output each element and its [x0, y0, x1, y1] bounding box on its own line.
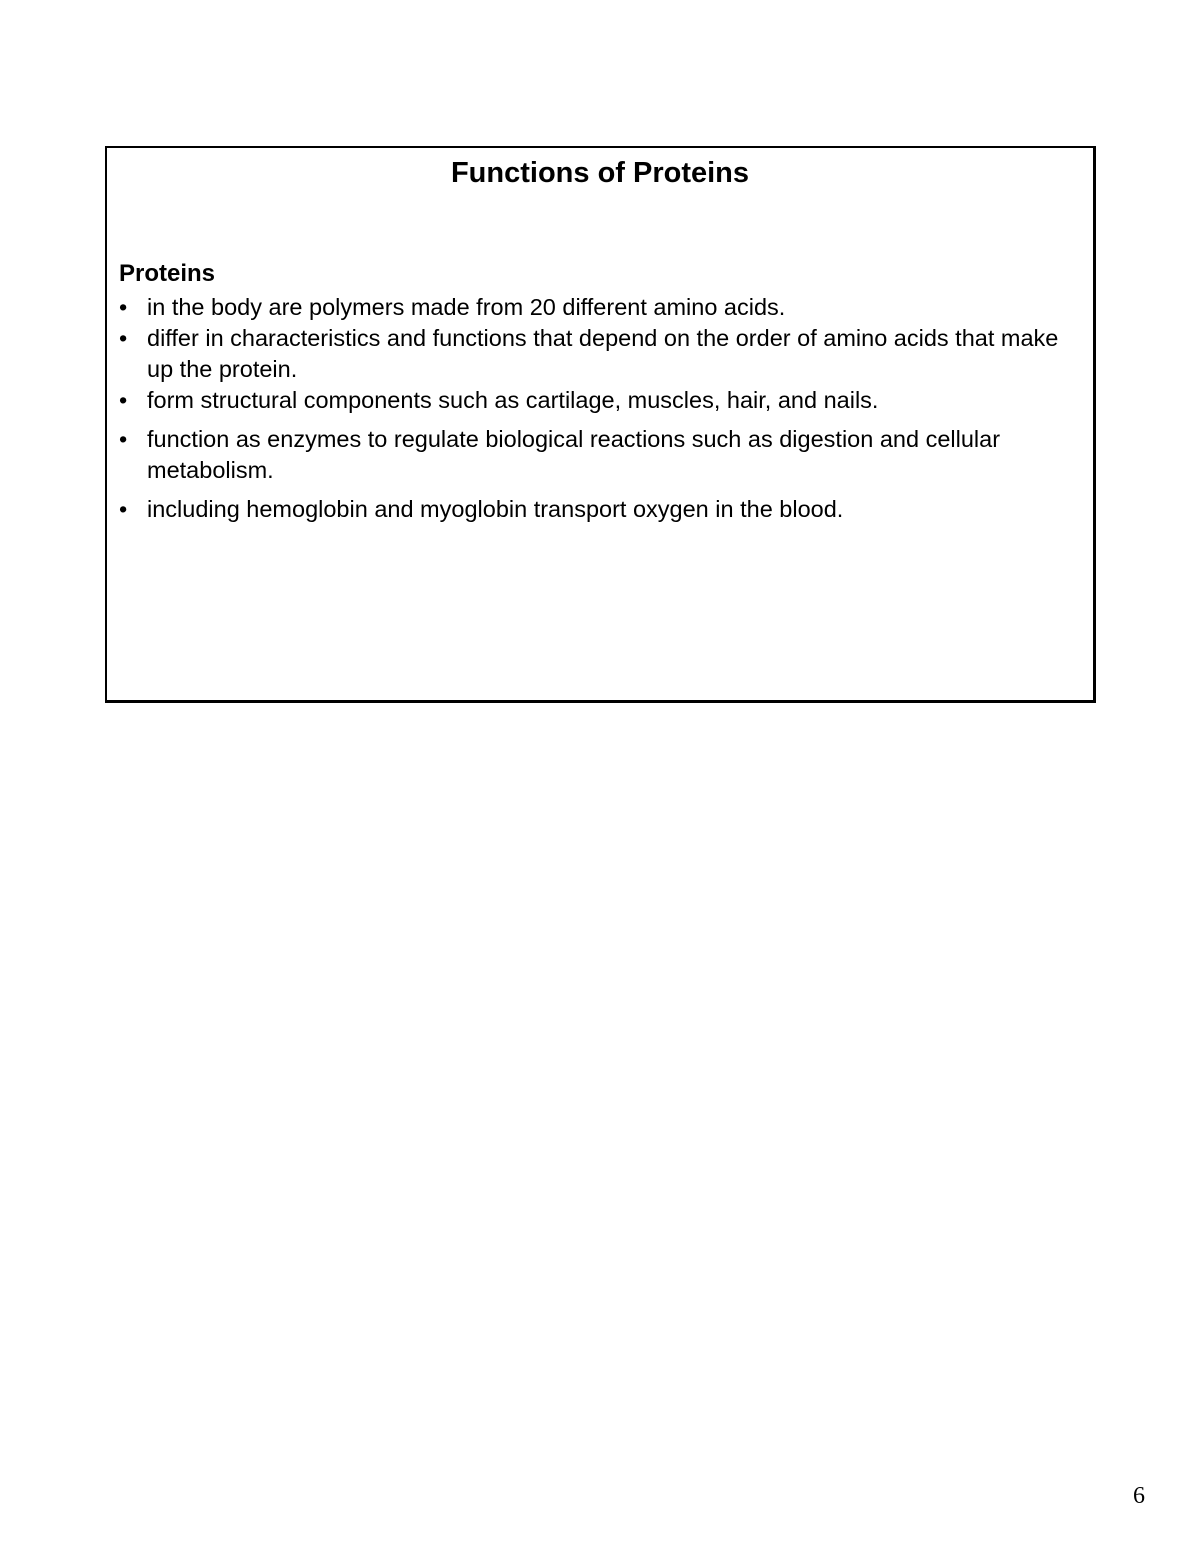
- bullet-icon: •: [119, 387, 128, 413]
- bullet-icon: •: [119, 496, 128, 522]
- bullet-item: [119, 494, 1074, 525]
- page-number: 6: [1133, 1483, 1145, 1509]
- bullet-icon: •: [119, 325, 128, 351]
- bullet-item: [119, 292, 1074, 323]
- bullet-icon: •: [119, 426, 128, 452]
- bullet-item: [119, 323, 1074, 385]
- bullet-icon: •: [119, 294, 128, 320]
- bullet-text: form structural components such as cartilage, muscles, hair, and nails.: [147, 387, 879, 413]
- bullet-item: [119, 385, 1074, 416]
- slide-frame: [105, 146, 1096, 703]
- bullet-list: [119, 292, 1074, 525]
- bullet-text: function as enzymes to regulate biological reactions such as digestion and cellular metabolism.: [147, 426, 1001, 483]
- bullet-item: [119, 424, 1074, 486]
- section-heading: Proteins: [119, 260, 216, 287]
- bullet-text: including hemoglobin and myoglobin transport oxygen in the blood.: [147, 496, 844, 522]
- bullet-text: differ in characteristics and functions that depend on the order of amino acids that make up the protein.: [147, 325, 1059, 382]
- slide-title: Functions of Proteins: [450, 157, 750, 189]
- bullet-text: in the body are polymers made from 20 different amino acids.: [147, 294, 786, 320]
